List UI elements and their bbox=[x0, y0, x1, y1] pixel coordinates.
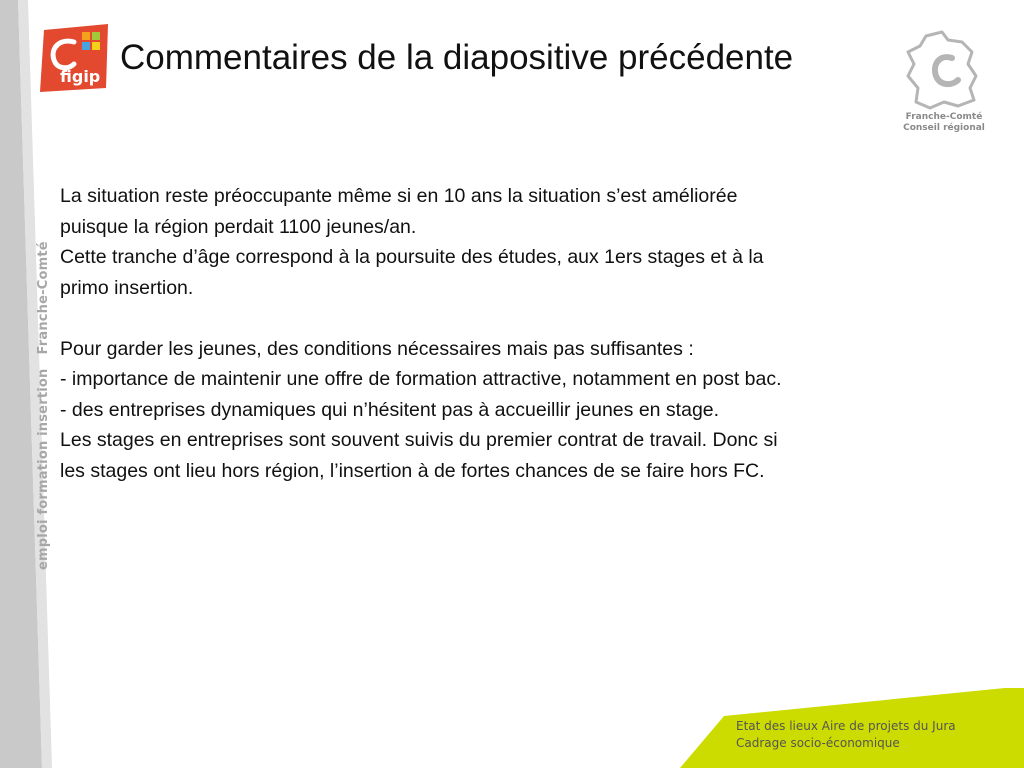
body-blank-line bbox=[60, 303, 1010, 334]
body-line: La situation reste préoccupante même si en 10 ans la situation s’est améliorée bbox=[60, 185, 738, 207]
body-line: Pour garder les jeunes, des conditions nécessaires mais pas suffisantes : bbox=[60, 337, 694, 360]
slide-body bbox=[60, 181, 1010, 486]
body-line: Les stages en entreprises sont souvent suivis du premier contrat de travail. Donc si bbox=[60, 429, 778, 451]
body-line: - des entreprises dynamiques qui n’hésitent pas à accueillir jeunes en stage. bbox=[60, 398, 720, 421]
sidebar-vertical-text bbox=[36, 241, 51, 570]
footer-line-1: Etat des lieux Aire de projets du Jura bbox=[736, 719, 956, 733]
sidebar-band bbox=[0, 0, 60, 768]
body-line: puisque la région perdait 1100 jeunes/an. bbox=[60, 215, 417, 238]
france-map-icon bbox=[896, 28, 992, 112]
figip-logo bbox=[38, 22, 110, 94]
footer bbox=[736, 718, 956, 752]
body-line: primo insertion. bbox=[60, 276, 194, 299]
conseil-regional-logo bbox=[896, 28, 992, 138]
body-line: les stages ont lieu hors région, l’insertion à de fortes chances de se faire hors FC. bbox=[60, 459, 765, 482]
logo-right-council: Conseil régional bbox=[903, 123, 985, 133]
body-line: Cette tranche d’âge correspond à la poursuite des études, aux 1ers stages et à la bbox=[60, 246, 764, 268]
body-line: - importance de maintenir une offre de formation attractive, notamment en post bac. bbox=[60, 368, 782, 390]
sidebar-text-emploi: emploi formation insertion bbox=[36, 368, 51, 570]
slide-title: Commentaires de la diapositive précédente bbox=[120, 38, 794, 77]
footer-line-2: Cadrage socio-économique bbox=[736, 736, 900, 750]
logo-right-region: Franche-Comté bbox=[905, 112, 983, 122]
logo-left-text: figip bbox=[60, 67, 101, 86]
sidebar-text-region: Franche-Comté bbox=[36, 241, 51, 355]
